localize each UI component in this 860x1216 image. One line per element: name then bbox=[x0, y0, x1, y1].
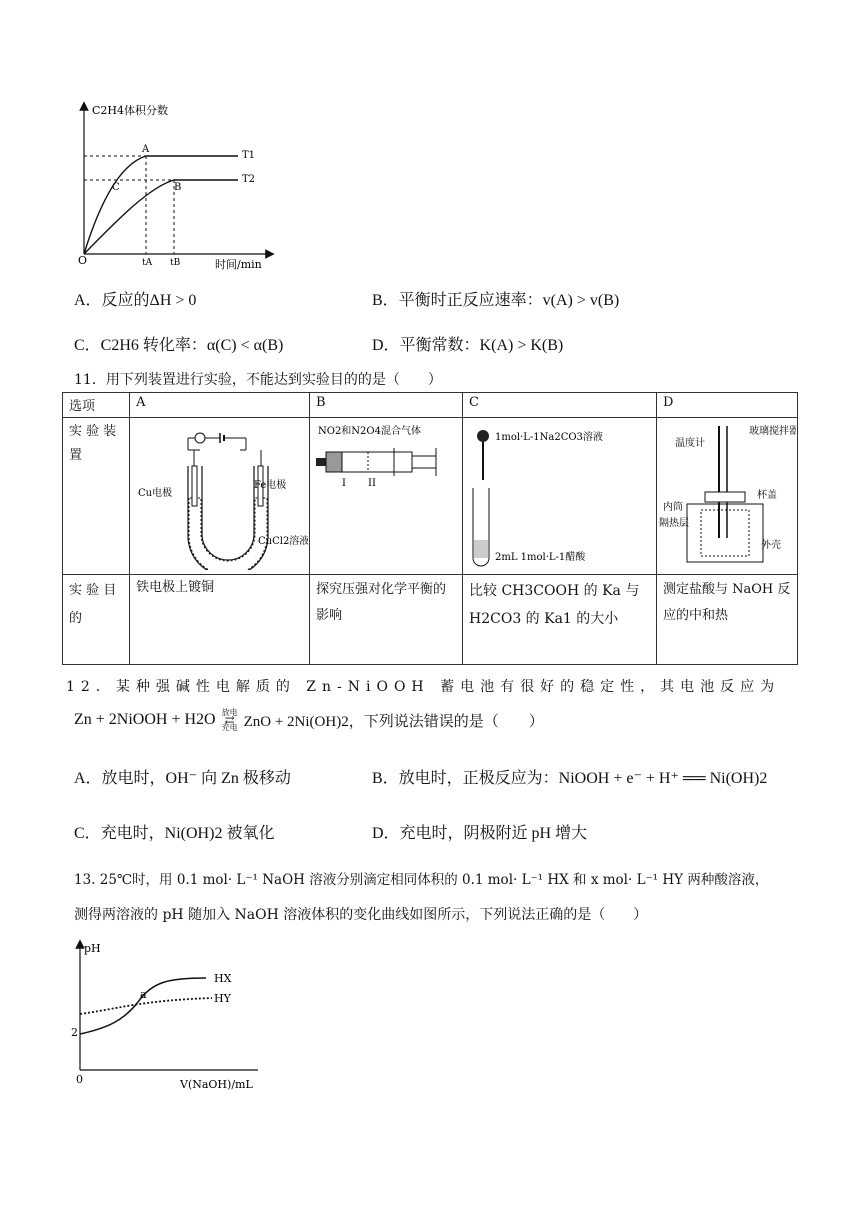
series-t2-label: T2 bbox=[242, 174, 256, 185]
series-t1-line bbox=[84, 156, 238, 254]
q12-option-d: D．充电时，阴极附近 pH 增大 bbox=[372, 825, 588, 842]
thermometer-label: 温度计 bbox=[674, 438, 705, 449]
equation-left: Zn + 2NiOOH + H2O bbox=[74, 711, 216, 728]
goal-d-cell: 测定盐酸与 NaOH 反应的中和热 bbox=[656, 575, 797, 665]
q12-stem: 12．某种强碱性电解质的 Zn-NiOOH 蓄电池有很好的稳定性，其电池反应为 bbox=[66, 679, 781, 695]
point-c-label: C bbox=[112, 182, 120, 193]
q10-option-d: D．平衡常数：K(A) > K(B) bbox=[372, 337, 564, 354]
q12-option-b: B．放电时，正极反应为：NiOOH + e⁻ + H⁺ ══ Ni(OH)2 bbox=[372, 770, 768, 787]
fe-electrode-label: Fe电极 bbox=[254, 480, 287, 491]
lid-label: 杯盖 bbox=[756, 490, 777, 501]
q11-stem: 11．用下列装置进行实验，不能达到实验目的的是（ ） bbox=[74, 372, 442, 388]
cucl2-solution-label: CuCl2溶液 bbox=[258, 536, 309, 547]
device-d-cell bbox=[656, 418, 797, 575]
table-header-cell: D bbox=[656, 393, 797, 418]
mark-ii-label: II bbox=[368, 478, 376, 489]
q12-equation bbox=[74, 708, 544, 732]
shell-label: 外壳 bbox=[760, 540, 781, 551]
arrow-glyph: ⇄ bbox=[224, 713, 235, 727]
gas-mixture-label: NO2和N2O4混合气体 bbox=[318, 426, 422, 437]
origin-label: 0 bbox=[76, 1073, 83, 1086]
table-header-cell: B bbox=[310, 393, 463, 418]
acetic-acid-label: 2mL 1mol·L-1醋酸 bbox=[495, 552, 586, 563]
q10-chart bbox=[70, 92, 280, 272]
goal-c-cell: 比较 CH3COOH 的 Ka 与 H2CO3 的 Ka1 的大小 bbox=[463, 575, 657, 665]
y-tick-2: 2 bbox=[71, 1026, 78, 1039]
series-t1-label: T1 bbox=[242, 150, 256, 161]
origin-label: O bbox=[78, 254, 88, 267]
q13-stem-line-2: 测得两溶液的 pH 随加入 NaOH 溶液体积的变化曲线如图所示，下列说法正确的是（ ） bbox=[74, 907, 648, 923]
y-axis-label: pH bbox=[84, 942, 101, 955]
q12-option-c: C．充电时，Ni(OH)2 被氧化 bbox=[74, 825, 275, 842]
point-b-label: B bbox=[174, 182, 182, 193]
inner-cup-label: 内筒 bbox=[662, 502, 683, 513]
stirrer-label: 玻璃搅拌器 bbox=[748, 426, 796, 437]
x-axis-label: 时间/min bbox=[215, 258, 262, 271]
q10-option-b: B．平衡时正反应速率：v(A) > v(B) bbox=[372, 292, 620, 309]
q13-stem-line-1: 13. 25℃时，用 0.1 mol· L⁻¹ NaOH 溶液分别滴定相同体积的 0.1 mol· L⁻¹ HX 和 x mol· L⁻¹ HY 两种酸溶液， bbox=[74, 872, 769, 888]
insulation-label: 隔热层 bbox=[658, 518, 689, 529]
table-header-cell: C bbox=[463, 393, 657, 418]
arrow-top-label: 放电 bbox=[221, 708, 238, 717]
q13-chart bbox=[68, 936, 278, 1096]
device-a-cell bbox=[130, 418, 310, 575]
table-header-cell: A bbox=[130, 393, 310, 418]
na2co3-label: 1mol·L-1Na2CO3溶液 bbox=[495, 432, 603, 443]
series-hx-label: HX bbox=[214, 972, 232, 985]
device-b-cell bbox=[310, 418, 463, 575]
series-hy-label: HY bbox=[214, 992, 231, 1005]
mark-i-label: I bbox=[342, 478, 346, 489]
series-t2-line bbox=[84, 180, 238, 254]
electroplating-apparatus-figure bbox=[130, 418, 308, 570]
x-tick-ta: tA bbox=[142, 258, 153, 268]
arrow-bottom-label: 充电 bbox=[221, 723, 238, 732]
syringe-figure bbox=[310, 418, 461, 570]
q12-option-a: A．放电时，OH⁻ 向 Zn 极移动 bbox=[74, 770, 291, 787]
q10-option-c: C．C2H6 转化率：α(C) < α(B) bbox=[74, 337, 284, 354]
q11-table bbox=[62, 392, 798, 665]
goal-a-cell: 铁电极上镀铜 bbox=[130, 575, 310, 665]
device-c-cell bbox=[463, 418, 657, 575]
reversible-arrow bbox=[222, 708, 238, 732]
cu-electrode-label: Cu电极 bbox=[138, 488, 173, 499]
dropper-test-tube-figure bbox=[463, 418, 655, 570]
goal-b-cell: 探究压强对化学平衡的影响 bbox=[310, 575, 463, 665]
intersection-a-label: a bbox=[140, 988, 147, 1001]
calorimeter-figure bbox=[657, 418, 796, 570]
y-axis-label: C2H4体积分数 bbox=[92, 104, 169, 117]
row-label-goal: 实 验 目 的 bbox=[63, 575, 130, 665]
x-tick-tb: tB bbox=[170, 258, 181, 268]
q10-option-a: A．反应的ΔH > 0 bbox=[74, 292, 197, 309]
x-axis-label: V(NaOH)/mL bbox=[180, 1078, 253, 1091]
series-hx-line bbox=[80, 978, 206, 1034]
row-label-device: 实 验 装 置 bbox=[63, 418, 130, 575]
equation-right: ZnO + 2Ni(OH)2，下列说法错误的是（ ） bbox=[243, 713, 544, 730]
table-header-cell: 选项 bbox=[63, 393, 130, 418]
point-a-label: A bbox=[142, 144, 150, 155]
